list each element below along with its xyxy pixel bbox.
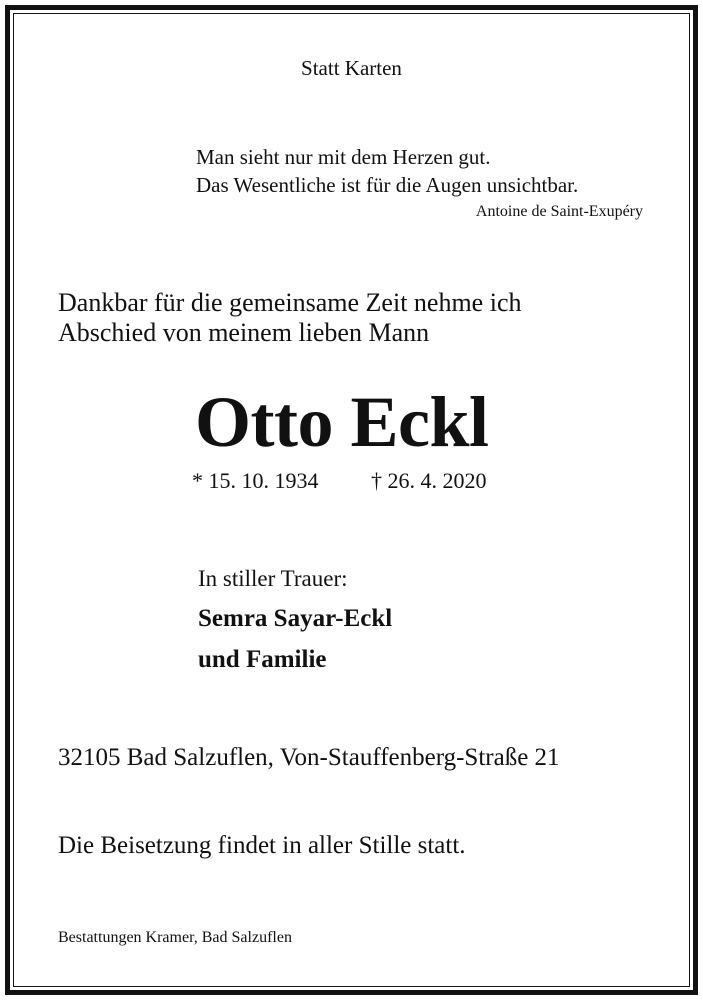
- death-date: † 26. 4. 2020: [371, 468, 487, 493]
- deceased-name: Otto Eckl: [195, 382, 489, 462]
- notice-heading: Statt Karten: [301, 56, 402, 80]
- birth-date: * 15. 10. 1934: [192, 468, 319, 493]
- quote-line-2: Das Wesentliche ist für die Augen unsichtbar.: [196, 173, 579, 197]
- mourners-line-1: Semra Sayar-Eckl: [198, 605, 393, 632]
- funeral-home: Bestattungen Kramer, Bad Salzuflen: [58, 929, 292, 946]
- mourners-line-2: und Familie: [198, 646, 327, 673]
- burial-note: Die Beisetzung findet in aller Stille statt.: [58, 832, 466, 859]
- intro-line-1: Dankbar für die gemeinsame Zeit nehme ich: [58, 288, 522, 317]
- quote-author: Antoine de Saint-Exupéry: [475, 203, 643, 220]
- mourners-label: In stiller Trauer:: [198, 566, 348, 591]
- address: 32105 Bad Salzuflen, Von-Stauffenberg-Straße 21: [58, 744, 560, 771]
- intro-line-2: Abschied von meinem lieben Mann: [58, 318, 430, 347]
- quote-line-1: Man sieht nur mit dem Herzen gut.: [196, 145, 491, 169]
